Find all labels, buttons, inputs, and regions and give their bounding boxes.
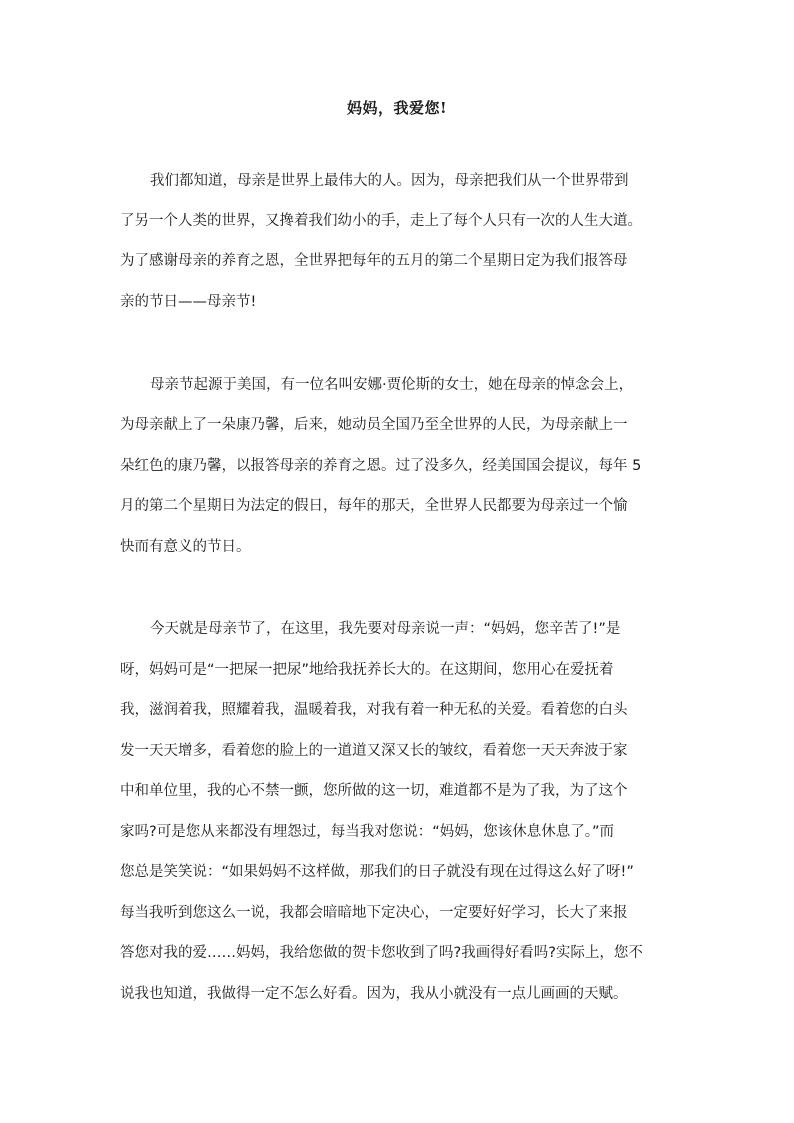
paragraph-3-line-7: 您总是笑笑说：“如果妈妈不这样做，那我们的日子就没有现在过得这么好了呀!” — [120, 864, 634, 880]
paragraph-3-line-4: 发一天天增多，看着您的脸上的一道道又深又长的皱纹，看着您一天天奔波于家 — [120, 743, 628, 759]
document-title: 妈妈，我爱您! — [346, 99, 448, 117]
paragraph-3-line-9: 答您对我的爱……妈妈，我给您做的贺卡您收到了吗?我画得好看吗?实际上，您不 — [120, 945, 643, 961]
paragraph-1-line-3: 为了感谢母亲的养育之恩，全世界把每年的五月的第二个星期日定为我们报答母 — [120, 253, 628, 269]
paragraph-3-line-2: 呀，妈妈可是“一把屎一把尿”地给我抚养长大的。在这期间，您用心在爱抚着 — [120, 662, 614, 678]
paragraph-2-line-1: 母亲节起源于美国，有一位名叫安娜·贾伦斯的女士，她在母亲的悼念会上， — [150, 377, 634, 393]
paragraph-1-line-2: 了另一个人类的世界，又搀着我们幼小的手，走上了每个人只有一次的人生大道。 — [120, 213, 642, 229]
paragraph-2-line-2: 为母亲献上了一朵康乃馨，后来，她动员全国乃至全世界的人民，为母亲献上一 — [120, 417, 628, 433]
paragraph-3-line-8: 每当我听到您这么一说，我都会暗暗地下定决心，一定要好好学习，长大了来报 — [120, 905, 628, 921]
paragraph-2-line-5: 快而有意义的节日。 — [120, 539, 251, 555]
paragraph-3-line-3: 我，滋润着我，照耀着我，温暖着我，对我有着一种无私的关爱。看着您的白头 — [120, 702, 628, 718]
paragraph-1-line-1: 我们都知道，母亲是世界上最伟大的人。因为，母亲把我们从一个世界带到 — [150, 173, 629, 189]
paragraph-3-line-10: 说我也知道，我做得一定不怎么好看。因为，我从小就没有一点儿画画的天赋。 — [120, 986, 628, 1002]
paragraph-2-line-3: 朵红色的康乃馨，以报答母亲的养育之恩。过了没多久，经美国国会提议，每年 5 — [120, 458, 642, 474]
paragraph-1-line-4: 亲的节日——母亲节! — [120, 294, 257, 310]
paragraph-2-line-4: 月的第二个星期日为法定的假日，每年的那天，全世界人民都要为母亲过一个愉 — [120, 498, 628, 514]
paragraph-3-line-5: 中和单位里，我的心不禁一颤，您所做的这一切，难道都不是为了我，为了这个 — [120, 783, 628, 799]
paragraph-3-line-1: 今天就是母亲节了，在这里，我先要对母亲说一声：“妈妈，您辛苦了!”是 — [150, 621, 621, 637]
paragraph-3-line-6: 家吗?可是您从来都没有埋怨过，每当我对您说：“妈妈，您该休息休息了。”而 — [120, 824, 614, 840]
